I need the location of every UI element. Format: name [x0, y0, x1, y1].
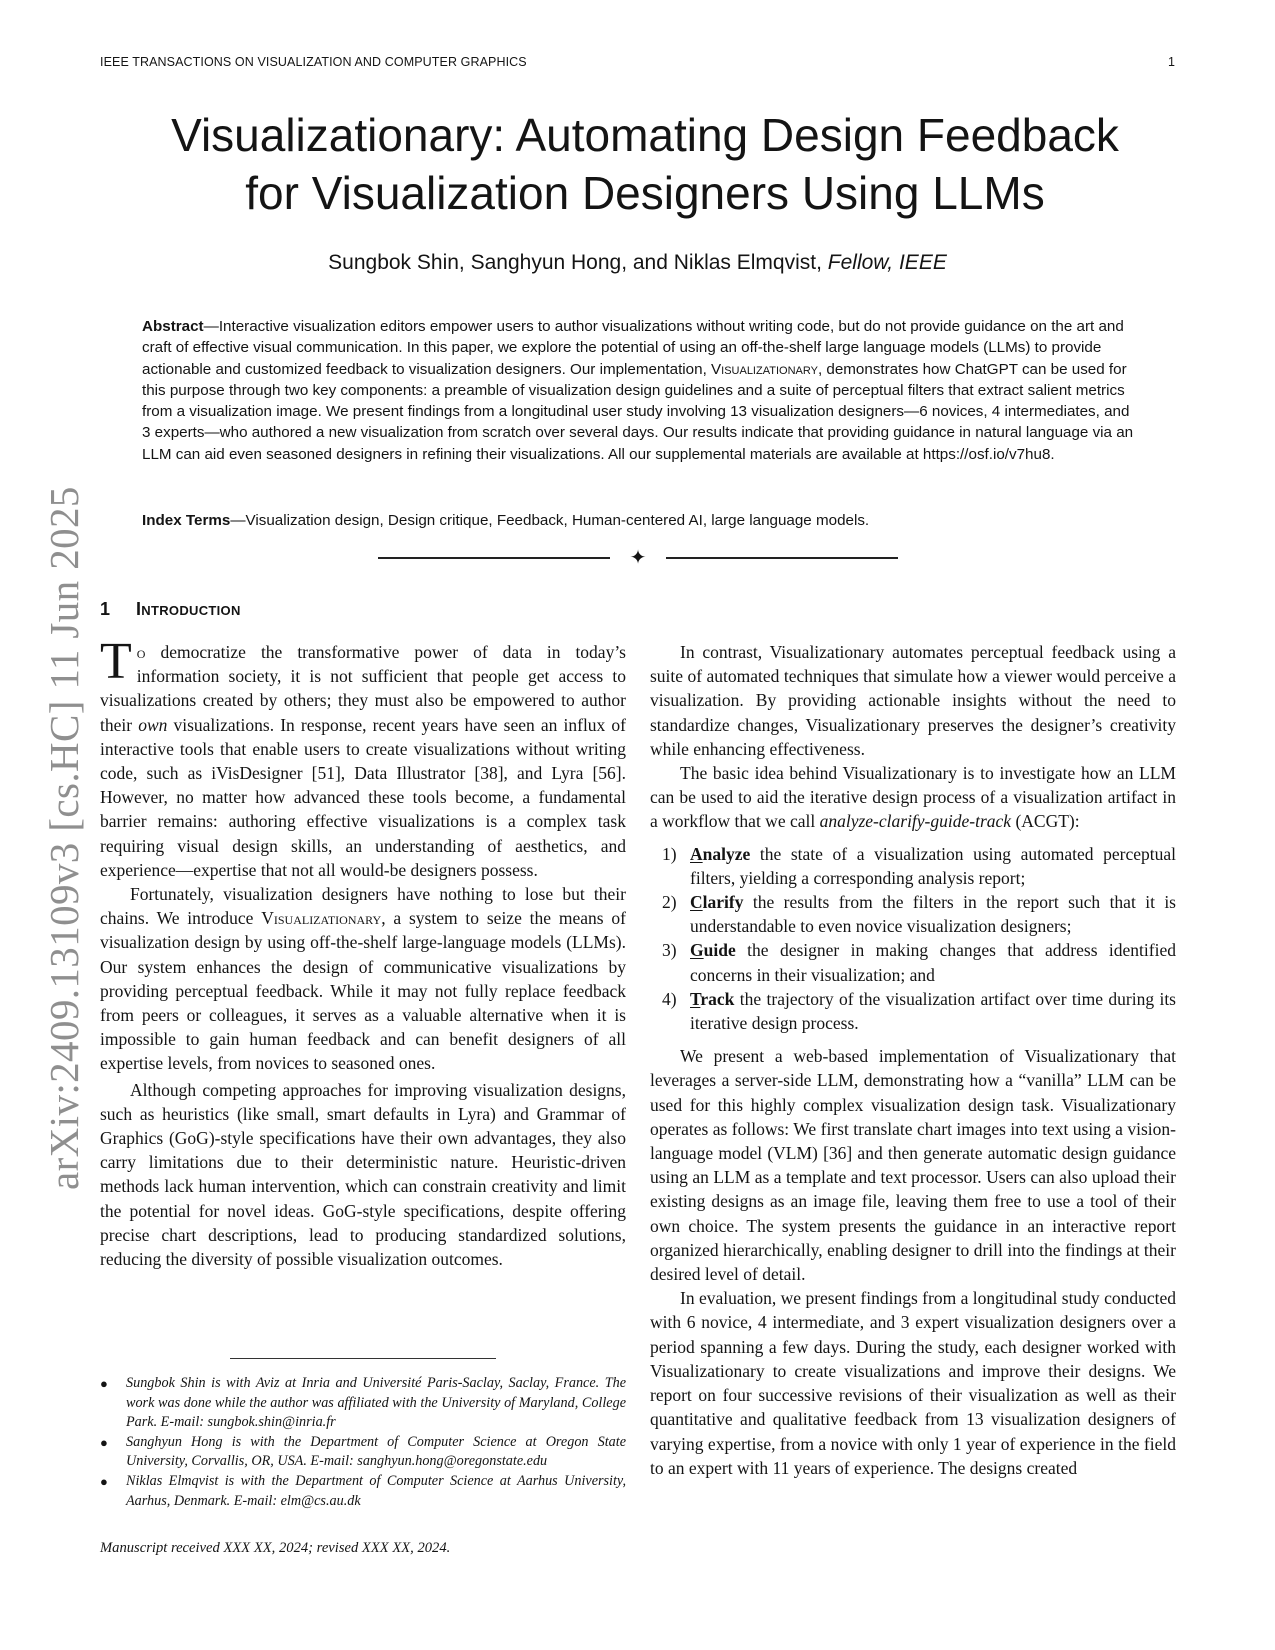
- list-item-keyword: Clarify: [690, 892, 744, 913]
- intro-paragraph-1-text-b: visualizations. In response, recent years have seen an influx of interactive tools that enable users to create visualizations without writing code, such as iVisDesigner [51], Data Illustrator [38], and Lyra [56]. However, no matter how advanced these tools become, a fundamental barrier remains: authoring effective visualizations is a complex task requiring visual design skills, an understanding of aesthetics, and experience—expertise that not all would-be designers possess.: [100, 714, 626, 880]
- intro-paragraph-1-emphasis: own: [138, 714, 168, 735]
- footnote-rule: [230, 1358, 496, 1359]
- list-item-number: 1): [662, 843, 677, 864]
- paper-title-line-1: Visualizationary: Automating Design Feedback: [171, 109, 1119, 161]
- footnote-item: [100, 1374, 626, 1433]
- list-item: [650, 890, 1176, 938]
- footnote-text: Sanghyun Hong is with the Department of Computer Science at Oregon State University, Corvallis, OR, USA. E-mail: sanghyun.hong@oregonstate.edu: [126, 1433, 626, 1470]
- author-affiliations: [100, 1374, 626, 1511]
- abstract-system-name: Visualizationary: [711, 360, 818, 378]
- section-heading: [100, 599, 241, 620]
- intro-paragraph-3: Although competing approaches for improving visualization designs, such as heuristics (like small, smart defaults in Lyra) and Grammar of Graphics (GoG)-style specifications have their own advantages, they also carry limitations due to their deterministic nature. Heuristic-driven methods lack human intervention, which can constrain creativity and limit the potential for novel ideas. GoG-style specifications, despite offering precise chart descriptions, lead to producing standardized solutions, reducing the diversity of possible visualization outcomes.: [100, 1079, 626, 1270]
- intro-paragraph-2-system-name: Visualizationary: [261, 908, 382, 929]
- list-item-number: 2): [662, 892, 677, 913]
- intro-paragraph-2-text-a: Fortunately, visualization designers have nothing to lose but their chains. We introduce: [100, 884, 626, 929]
- list-item: [650, 842, 1176, 890]
- index-terms-text: —Visualization design, Design critique, Feedback, Human-centered AI, large language models.: [230, 512, 870, 529]
- acgt-steps-list: [650, 842, 1176, 1036]
- right-paragraph-2-text-a: The basic idea behind Visualizationary is to investigate how an LLM can be used to aid the iterative design process of a visualization artifact in a workflow that we call: [650, 763, 1176, 832]
- list-item: [650, 938, 1176, 986]
- bullet-icon: ●: [100, 1376, 108, 1391]
- intro-paragraph-1-text-a: democratize the transformative power of data in today’s information society, it is not sufficient that people get access to visualizations created by others; they must also be empowered to author their: [100, 642, 626, 735]
- list-item-number: 3): [662, 940, 677, 961]
- right-paragraph-4: In evaluation, we present findings from a longitudinal study conducted with 6 novice, 4 intermediate, and 3 expert visualization designers over a period spanning a few days. During the study, each designer worked with Visualizationary to create visualizations and improve their designs. We report on four successive revisions of their visualization as well as their quantitative and qualitative feedback from 13 visualization designers of varying expertise, from a novice with only 1 year of experience in the field to an expert with 11 years of experience. The designs created: [650, 1288, 1176, 1478]
- right-paragraph-2-text-b: (ACGT):: [1011, 811, 1080, 832]
- footnote-item: [100, 1433, 626, 1472]
- abstract-text-part-2: , demonstrates how ChatGPT can be used for this purpose through two key components: a preamble of visualization design guidelines and a suite of perceptual filters that extract salient metrics from a visualization image. We present findings from a longitudinal user study involving 13 visualization designers—6 novices, 4 intermediates, and 3 experts—who authored a new visualization from scratch over several days. Our results indicate that providing guidance in natural language via an LLM can aid even seasoned designers in refining their visualizations. All our supplemental materials are available at https://osf.io/v7hu8.: [142, 360, 1134, 463]
- bullet-icon: ●: [100, 1434, 108, 1450]
- intro-paragraph-2: [100, 882, 626, 1076]
- abstract: [142, 316, 1134, 465]
- list-item-text: the trajectory of the visualization artifact over time during its iterative design process.: [690, 988, 1176, 1034]
- author-list: [100, 251, 1175, 275]
- drop-cap: T: [100, 633, 132, 690]
- acgt-workflow-term: analyze-clarify-guide-track: [819, 811, 1012, 832]
- drop-cap-lead: o: [136, 642, 146, 662]
- section-title: Introduction: [136, 599, 241, 619]
- bullet-icon: ●: [100, 1473, 108, 1489]
- abstract-label: Abstract: [142, 318, 204, 335]
- paper-title-line-2: for Visualization Designers Using LLMs: [245, 167, 1045, 219]
- right-paragraph-1: In contrast, Visualizationary automates perceptual feedback using a suite of automated techniques that simulate how a viewer would perceive a visualization. By providing actionable insights without the need to standardize changes, Visualizationary preserves the designer’s creativity while enhancing effectiveness.: [650, 642, 1176, 759]
- divider-star-icon: ✦: [629, 547, 647, 569]
- index-terms: [142, 510, 1134, 531]
- list-item-keyword: Analyze: [690, 843, 751, 864]
- paper-title: [60, 106, 1230, 222]
- section-divider: [378, 547, 898, 569]
- list-item-keyword: Track: [690, 988, 735, 1009]
- intro-paragraph-1: [100, 633, 626, 882]
- left-column: [100, 633, 626, 1271]
- arxiv-identifier: arXiv:2409.13109v3 [cs.HC] 11 Jun 2025: [41, 486, 87, 1190]
- right-paragraph-2: [650, 761, 1176, 834]
- list-item-text: the designer in making changes that address identified concerns in their visualization; and: [690, 940, 1176, 985]
- footnote-text: Sungbok Shin is with Aviz at Inria and Université Paris-Saclay, Saclay, France. The work was done while the author was affiliated with the University of Maryland, College Park. E-mail: sungbok.shin@inria.fr: [126, 1375, 626, 1431]
- index-terms-label: Index Terms: [142, 512, 231, 529]
- list-item-number: 4): [662, 988, 677, 1009]
- list-item: [650, 987, 1176, 1035]
- list-item-text: the results from the filters in the report such that it is understandable to even novice visualization designers;: [690, 892, 1176, 937]
- divider-rule-right: [666, 557, 898, 559]
- footnote-item: [100, 1472, 626, 1511]
- intro-paragraph-2-text-b: , a system to seize the means of visualization design by using off-the-shelf large-language models (LLMs). Our system enhances the design of communicative visualizations by providing perceptual feedback. While it may not fully replace feedback from peers or colleagues, it serves as a valuable alternative when it is impossible to gain human feedback and can benefit designers of all expertise levels, from novices to seasoned ones.: [100, 908, 626, 1074]
- manuscript-note: Manuscript received XXX XX, 2024; revised XXX XX, 2024.: [100, 1540, 451, 1556]
- right-column: [650, 640, 1176, 1480]
- page-number: 1: [1167, 55, 1175, 69]
- list-item-text: the state of a visualization using automated perceptual filters, yielding a corresponding analysis report;: [690, 843, 1176, 888]
- author-names: Sungbok Shin, Sanghyun Hong, and Niklas Elmqvist,: [328, 251, 828, 274]
- section-number: 1: [100, 599, 111, 619]
- right-paragraph-3: We present a web-based implementation of Visualizationary that leverages a server-side LLM, demonstrating how a “vanilla” LLM can be used for this highly complex visualization design task. Visualizationary operates as follows: We first translate chart images into text using a vision-language model (VLM) [36] and then generate automatic design guidance using an LLM as a template and text processor. Users can also upload their existing designs as an image file, leaving them free to use a tool of their own choice. The system presents the guidance in an interactive report organized hierarchically, enabling designer to drill into the findings at their desired level of detail.: [650, 1046, 1176, 1285]
- journal-name: IEEE TRANSACTIONS ON VISUALIZATION AND COMPUTER GRAPHICS: [100, 55, 527, 69]
- list-item-keyword: Guide: [690, 940, 736, 961]
- abstract-text-part-1: —Interactive visualization editors empower users to author visualizations without writing code, but do not provide guidance on the art and craft of effective visual communication. In this paper, we explore the potential of using an off-the-shelf large language models (LLMs) to provide actionable and customized feedback to visualization designers. Our implementation,: [142, 318, 1124, 378]
- author-fellow-title: Fellow, IEEE: [827, 251, 947, 274]
- divider-rule-left: [378, 557, 610, 559]
- footnote-text: Niklas Elmqvist is with the Department of Computer Science at Aarhus University, Aarhus, Denmark. E-mail: elm@cs.au.dk: [126, 1472, 626, 1509]
